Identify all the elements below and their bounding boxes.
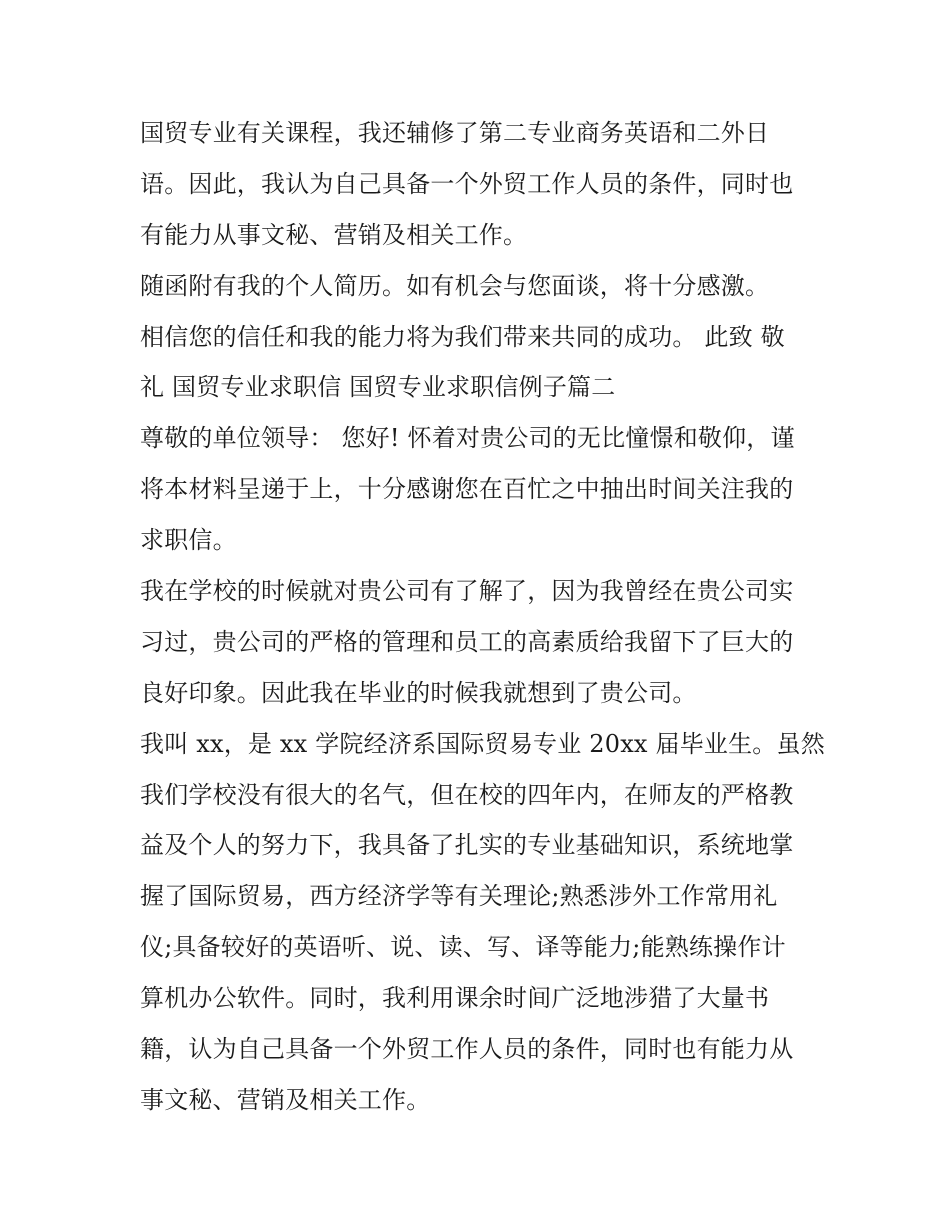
text-line: 求职信。 (140, 526, 237, 555)
text-line: 仪;具备较好的英语听、说、读、写、译等能力;能熟练操作计 (140, 933, 786, 962)
text-line: 我们学校没有很大的名气，但在校的四年内，在师友的严格教 (140, 780, 794, 809)
text-line: 握了国际贸易，西方经济学等有关理论;熟悉涉外工作常用礼 (140, 882, 778, 911)
text-line: 籍，认为自己具备一个外贸工作人员的条件，同时也有能力从 (140, 1035, 794, 1064)
text-line: 语。因此，我认为自己具备一个外贸工作人员的条件，同时也 (140, 169, 794, 198)
text-line: 我叫 xx，是 xx 学院经济系国际贸易专业 20xx 届毕业生。虽然 (140, 729, 825, 758)
text-line: 算机办公软件。同时，我利用课余时间广泛地涉猎了大量书 (140, 984, 770, 1013)
text-line: 随函附有我的个人简历。如有机会与您面谈，将十分感激。 (140, 271, 770, 300)
text-line: 我在学校的时候就对贵公司有了解了，因为我曾经在贵公司实 (140, 577, 794, 606)
text-line: 尊敬的单位领导： 您好! 怀着对贵公司的无比憧憬和敬仰，谨 (140, 424, 795, 453)
text-line: 国贸专业有关课程，我还辅修了第二专业商务英语和二外日 (140, 119, 770, 147)
text-line: 礼 国贸专业求职信 国贸专业求职信例子篇二 (140, 373, 616, 402)
text-line: 良好印象。因此我在毕业的时候我就想到了贵公司。 (140, 678, 697, 707)
text-line: 有能力从事文秘、营销及相关工作。 (140, 220, 528, 249)
document-body (140, 108, 825, 1126)
text-line: 益及个人的努力下，我具备了扎实的专业基础知识，系统地掌 (140, 831, 794, 860)
text-line: 将本材料呈递于上，十分感谢您在百忙之中抽出时间关注我的 (140, 475, 794, 504)
text-line: 习过，贵公司的严格的管理和员工的高素质给我留下了巨大的 (140, 627, 794, 656)
text-line: 相信您的信任和我的能力将为我们带来共同的成功。 此致 敬 (140, 322, 785, 351)
text-line: 事文秘、营销及相关工作。 (140, 1085, 431, 1114)
